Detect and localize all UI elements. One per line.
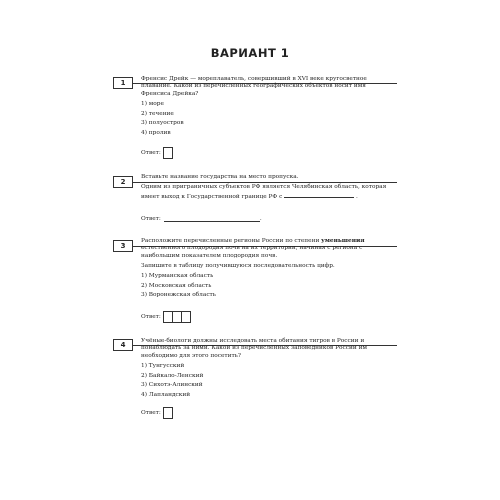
answer-box[interactable] — [163, 407, 173, 419]
question-3-option-2: 2) Московская область — [141, 282, 212, 289]
question-2 — [141, 174, 397, 204]
question-3-option-1: 1) Мурманская область — [141, 273, 214, 280]
question-1-option-1[interactable]: 1) море — [141, 101, 164, 108]
answer-box[interactable] — [163, 147, 173, 159]
question-4-answer — [141, 407, 173, 419]
question-1-option-3[interactable]: 3) полуостров — [141, 120, 184, 127]
question-3-option-3: 3) Воронежская область — [141, 292, 216, 299]
question-3 — [141, 238, 397, 302]
question-4-option-3[interactable]: 3) Сихотэ-Алинский — [141, 382, 203, 389]
answer-label: Ответ: — [141, 410, 161, 416]
question-number-4: 4 — [113, 339, 133, 351]
question-3-instruction: Запишите в таблицу получившуюся последовательность цифр. — [141, 263, 335, 270]
question-1 — [141, 76, 397, 139]
question-1-option-4[interactable]: 4) пролив — [141, 129, 171, 136]
question-number-1: 1 — [113, 77, 133, 89]
question-2-text-2: Одним из приграничных субъектов РФ является Челябинская область, которая имеет выход к Государственной границе РФ с . — [141, 184, 387, 200]
blank-line[interactable] — [284, 192, 354, 198]
question-1-text: Френсис Дрейк — мореплаватель, совершивший в XVI веке кругосветное плавание. Какой из перечисленных географических объектов носит имя Френсиса Дрейка? — [141, 76, 367, 97]
question-2-text-1: Вставьте название государства на место пропуска. — [141, 174, 299, 180]
question-number-3: 3 — [113, 240, 133, 252]
question-3-answer — [141, 311, 191, 323]
question-4-option-1[interactable]: 1) Тунгусский — [141, 363, 185, 370]
question-2-answer: Ответ: . — [141, 216, 262, 222]
answer-label: Ответ: — [141, 150, 161, 156]
question-1-option-2[interactable]: 2) течение — [141, 110, 174, 117]
answer-label: Ответ: — [141, 216, 161, 222]
answer-label: Ответ: — [141, 314, 161, 320]
question-4-option-2[interactable]: 2) Байкало-Ленский — [141, 372, 204, 379]
page-title: ВАРИАНТ 1 — [210, 46, 290, 60]
answer-boxes[interactable] — [164, 311, 191, 323]
question-4 — [141, 338, 397, 401]
question-number-2: 2 — [113, 176, 133, 188]
question-4-option-4[interactable]: 4) Лапландский — [141, 391, 191, 398]
question-3-text: Расположите перечисленные регионы России по степени уменьшения естественного плодородия почв на их территории, начиная с региона с наибольшим показателем плодородия почв. — [141, 238, 365, 259]
answer-line[interactable] — [164, 216, 260, 222]
question-1-answer — [141, 147, 173, 159]
question-4-text: Учёные-биологи должны исследовать места обитания тигров в России и понаблюдать за ними. Какой из перечисленных заповедников России им необходимо для этого посетить? — [141, 338, 367, 359]
